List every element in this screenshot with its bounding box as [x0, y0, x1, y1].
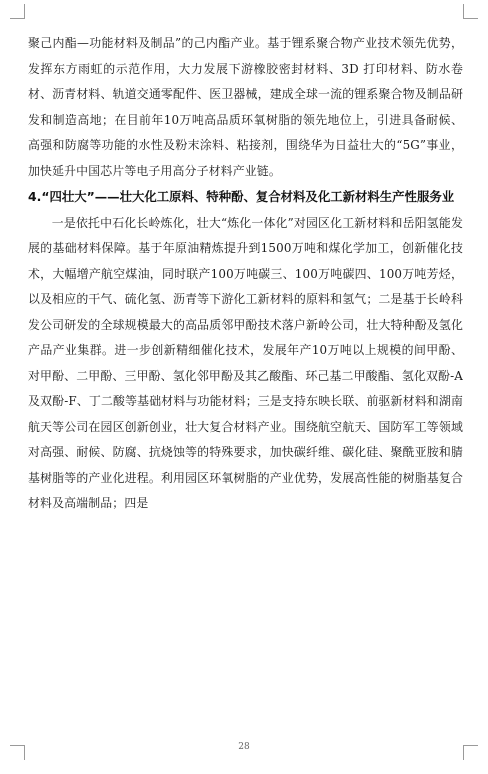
page-number: 28 — [238, 742, 250, 752]
section-heading: 4.“四壮大”——壮大化工原料、特种酚、复合材料及化工新材料生产性服务业 — [28, 189, 455, 204]
crop-mark-top-right — [463, 4, 478, 19]
section-body-paragraph: 一是依托中石化长岭炼化，壮大“炼化一体化”对园区化工新材料和岳阳氢能发展的基础材料保障。基于年原油精炼提升到1500万吨和煤化学加工，创新催化技术，大幅增产航空煤油，同时联产100万吨碳三、100万吨碳四、100万吨芳烃，以及相应的干气、硫化氢、沥青等下游化工新材料的原料和氢气；二是基于长岭科发公司研发的全球规模最大的高品质邻甲酚技术落户新岭公司，壮大特种酚及氢化产品产业集群。进一步创新精细催化技术，发展年产10万吨以上规模的间甲酚、对甲酚、二甲酚、三甲酚、氢化邻甲酚及其乙酸酯、环己基二甲酸酯、氢化双酚-A及双酚-F、丁二酸等基础材料与功能材料；三是支持东映长联、前驱新材料和湖南航天等公司在园区创新创业，壮大复合材料产业。围绕航空航天、国防军工等领域对高强、耐候、防腐、抗烧蚀等的特殊要求，加快碳纤维、碳化硅、聚酰亚胺和腈基树脂等的产业化进程。利用园区环氧树脂的产业优势，发展高性能的树脂基复合材料及高端制品；四是 — [28, 215, 463, 510]
page-content — [28, 31, 463, 517]
crop-mark-top-left — [10, 4, 25, 19]
continuation-paragraph: 聚己内酯—功能材料及制品”的己内酯产业。基于锂系聚合物产业技术领先优势，发挥东方雨虹的示范作用，大力发展下游橡胶密封材料、3D 打印材料、防水卷材、沥青材料、轨道交通零配件、医卫器械，建成全球一流的锂系聚合物及制品研发和制造高地；在目前年10万吨高品质环氧树脂的领先地位上，引进具备耐候、高强和防腐等功能的水性及粉末涂料、粘接剂，围绕华为日益壮大的“5G”事业，加快延升中国芯片等电子用高分子材料产业链。 — [28, 36, 463, 178]
